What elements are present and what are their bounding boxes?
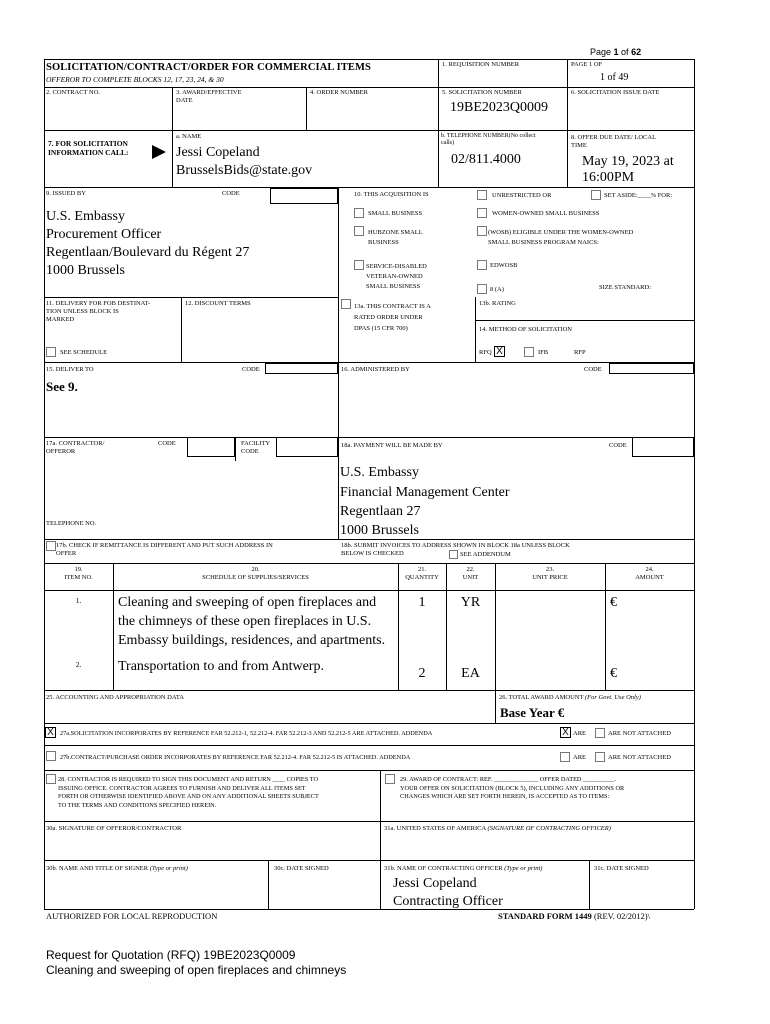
page-counter — [590, 47, 641, 57]
see-schedule-checkbox[interactable] — [46, 347, 56, 357]
header-quantity — [398, 566, 446, 582]
total-award-note: (For Govt. Use Only) — [584, 694, 641, 701]
issued-by-address-2: Procurement Officer — [46, 227, 162, 242]
order-number-label: 4. ORDER NUMBER — [310, 89, 368, 96]
issued-by-address-4: 1000 Brussels — [46, 263, 125, 278]
eight-a-label: 8 (A) — [490, 286, 504, 293]
payment-by-label: 18a. PAYMENT WILL BE MADE BY — [341, 442, 443, 449]
rated-order-checkbox[interactable] — [341, 299, 351, 309]
header-unit-price-num: 23. — [545, 566, 555, 573]
block28-text: 28. CONTRACTOR IS REQUIRED TO SIGN THIS DOCUMENT AND RETURN ____ COPIES TO ISSUING OFFICE. CONTRACTOR AGREES TO FURNISH AND DELIVER ALL ITEMS SET FORTH OR OTHERWISE IDENTIFIED ABOVE AND ON ANY ADDITIONAL SHEETS SUBJECT TO THE TERMS AND CONDITIONS SPECIFIED HEREIN. — [58, 776, 319, 809]
rfq-checkbox[interactable]: X — [494, 346, 505, 357]
rfp-label: RFP — [574, 349, 586, 356]
row-amount: € — [610, 595, 617, 610]
block27a-are-label: ARE — [573, 730, 586, 737]
issued-by-label: 9. ISSUED BY — [46, 190, 86, 197]
row-quantity: 2 — [418, 666, 426, 681]
deliver-to-code-field[interactable] — [265, 363, 338, 374]
contractor-label: 17a. CONTRACTOR/ OFFEROR — [46, 440, 105, 455]
contract-no-label: 2. CONTRACT NO. — [46, 89, 101, 96]
set-aside-checkbox[interactable] — [591, 190, 601, 200]
header-unit-num: 22. — [466, 566, 475, 573]
unrestricted-checkbox[interactable] — [477, 190, 487, 200]
requisition-number-label: 1. REQUISITION NUMBER — [442, 61, 520, 68]
signature-co-note: (SIGNATURE OF CONTRACTING OFFICER) — [487, 825, 611, 832]
contact-name: Jessi Copeland — [176, 145, 260, 160]
header-quantity-num: 21. — [417, 566, 427, 573]
header-item-no-label: ITEM NO. — [64, 574, 93, 581]
payment-code-field[interactable] — [632, 437, 694, 457]
award-date-label: 3. AWARD/EFFECTIVE DATE — [176, 89, 242, 104]
unrestricted-label: UNRESTRICTED OR — [492, 192, 552, 199]
block27b-are-label: ARE — [573, 754, 586, 761]
acquisition-label: 10. THIS ACQUISITION IS — [354, 191, 429, 198]
deliver-to-code-label: CODE — [242, 366, 260, 373]
wosb-eligible-label: (WOSB) ELIGIBLE UNDER THE WOMEN-OWNED SMALL BUSINESS PROGRAM NAICS: — [488, 229, 634, 246]
signer-name-label-text: 30b. NAME AND TITLE OF SIGNER — [46, 865, 149, 872]
row-quantity: 1 — [418, 595, 426, 610]
accounting-data-label: 25. ACCOUNTING AND APPROPRIATION DATA — [46, 694, 184, 701]
wosb-checkbox[interactable] — [477, 208, 487, 218]
row-item-no: 2. — [75, 660, 82, 669]
solicitation-number-label: 5. SOLICITATION NUMBER — [442, 89, 522, 96]
header-schedule-num: 20. — [251, 566, 260, 573]
co-name-label — [384, 865, 542, 873]
administered-by-label: 16. ADMINISTERED BY — [341, 366, 410, 373]
block27a-text: 27a.SOLICITATION INCORPORATES BY REFERENCE FAR 52.212-1, 52.212-4. FAR 52.212-3 AND 52.212-5 ARE ATTACHED. ADDENDA — [60, 730, 433, 737]
header-amount-label: AMOUNT — [635, 574, 664, 581]
row-amount: € — [610, 666, 617, 681]
edwosb-label: EDWOSB — [490, 262, 518, 269]
page-counter-current: 1 — [613, 47, 619, 57]
co-title-value: Contracting Officer — [393, 894, 503, 909]
telephone-no-label: TELEPHONE NO. — [46, 520, 97, 527]
eight-a-checkbox[interactable] — [477, 284, 487, 294]
remittance-label: 17b. CHECK IF REMITTANCE IS DIFFERENT AND PUT SUCH ADDRESS IN OFFER — [56, 542, 273, 557]
block27b-are-not-checkbox[interactable] — [595, 752, 605, 762]
solicitation-info-label: 7. FOR SOLICITATION INFORMATION CALL: — [48, 139, 129, 157]
header-schedule — [113, 566, 398, 582]
contact-email: BrusselsBids@state.gov — [176, 163, 313, 178]
footer-form-rev: (REV. 02/2012)\ — [591, 911, 650, 921]
block27a-are-not-checkbox[interactable] — [595, 728, 605, 738]
deliver-to-value: See 9. — [46, 379, 78, 394]
co-name-label-text: 31b. NAME OF CONTRACTING OFFICER — [384, 865, 503, 872]
sdvosb-checkbox[interactable] — [354, 260, 364, 270]
page-counter-prefix: Page — [590, 47, 614, 57]
footer-form-name: STANDARD FORM 1449 — [498, 911, 592, 921]
header-unit — [446, 566, 495, 582]
block27b-are-not-label: ARE NOT ATTACHED — [608, 754, 671, 761]
wosb-eligible-checkbox[interactable] — [477, 226, 487, 236]
issued-by-code-label: CODE — [222, 190, 240, 197]
contact-name-label: a. NAME — [176, 133, 202, 140]
total-award-label — [499, 694, 641, 702]
row-unit: YR — [460, 595, 481, 610]
header-unit-label: UNIT — [462, 574, 479, 581]
payment-address-1: U.S. Embassy — [340, 465, 419, 480]
issued-by-address-1: U.S. Embassy — [46, 209, 125, 224]
date-signed-co-label: 31c. DATE SIGNED — [594, 865, 649, 872]
see-schedule-label: SEE SCHEDULE — [60, 349, 108, 356]
block27b-are-checkbox[interactable] — [560, 752, 570, 762]
size-standard-label: SIZE STANDARD: — [599, 284, 652, 291]
co-name-value: Jessi Copeland — [393, 876, 477, 891]
submit-invoices-label: 18b. SUBMIT INVOICES TO ADDRESS SHOWN IN BLOCK 18a UNLESS BLOCK BELOW IS CHECKED — [341, 542, 570, 557]
discount-terms-label: 12. DISCOUNT TERMS — [185, 300, 251, 307]
solicitation-number-value: 19BE2023Q0009 — [450, 100, 548, 115]
set-aside-label: SET ASIDE:____% FOR: — [604, 192, 673, 199]
header-amount-num: 24. — [645, 566, 654, 573]
form-subtitle: OFFEROR TO COMPLETE BLOCKS 12, 17, 23, 24, & 30 — [46, 75, 224, 84]
row-description: Transportation to and from Antwerp. — [118, 659, 324, 674]
deliver-to-label: 15. DELIVER TO — [46, 366, 94, 373]
small-business-label: SMALL BUSINESS — [368, 210, 423, 217]
hubzone-label: HUBZONE SMALL BUSINESS — [368, 229, 423, 246]
block27b-checkbox[interactable] — [46, 751, 56, 761]
form-title: SOLICITATION/CONTRACT/ORDER FOR COMMERCIAL ITEMS — [46, 62, 371, 73]
header-unit-price — [495, 566, 605, 582]
telephone-label: b. TELEPHONE NUMBER(No collect calls) — [441, 133, 536, 146]
signer-name-label — [46, 865, 188, 873]
row-description: Cleaning and sweeping of open fireplaces and the chimneys of these open fireplaces in U.S. Embassy buildings, residences, and apartments. — [118, 595, 386, 648]
signature-co-label — [384, 825, 611, 833]
issued-by-code-field[interactable] — [270, 188, 338, 204]
ifb-checkbox[interactable] — [524, 347, 534, 357]
remittance-checkbox[interactable] — [46, 541, 56, 551]
caption-line-2: Cleaning and sweeping of open fireplaces and chimneys — [46, 963, 347, 977]
ifb-label: IFB — [538, 349, 549, 356]
row-unit: EA — [461, 666, 480, 681]
small-business-checkbox[interactable] — [354, 208, 364, 218]
block29-checkbox[interactable] — [385, 774, 395, 784]
see-addendum-checkbox[interactable] — [449, 550, 458, 559]
facility-code-label: FACILITY CODE — [241, 440, 271, 455]
footer-authorized: AUTHORIZED FOR LOCAL REPRODUCTION — [46, 911, 218, 921]
header-schedule-label: SCHEDULE OF SUPPLIES/SERVICES — [202, 574, 309, 581]
contractor-code-field[interactable] — [187, 437, 235, 457]
method-of-solicitation-label: 14. METHOD OF SOLICITATION — [479, 326, 573, 333]
block28-checkbox[interactable] — [46, 774, 56, 784]
delivery-fob-label: 11. DELIVERY FOR FOB DESTINAT- TION UNLESS BLOCK IS MARKED — [46, 300, 151, 323]
payment-address-4: 1000 Brussels — [340, 523, 419, 538]
header-unit-price-label: UNIT PRICE — [532, 574, 568, 581]
footer-form — [498, 912, 650, 921]
co-name-note: (Type or print) — [504, 865, 543, 872]
signer-name-note: (Type or print) — [149, 865, 188, 872]
edwosb-checkbox[interactable] — [477, 260, 487, 270]
payment-code-label: CODE — [609, 442, 627, 449]
administered-by-code-label: CODE — [584, 366, 602, 373]
facility-code-field[interactable] — [276, 437, 338, 457]
rfq-label: RFQ — [479, 349, 492, 356]
signature-offeror-label: 30a. SIGNATURE OF OFFEROR/CONTRACTOR — [46, 825, 182, 832]
administered-by-code-field[interactable] — [609, 363, 694, 374]
date-signed-offeror-label: 30c. DATE SIGNED — [274, 865, 329, 872]
page-counter-mid: of — [618, 47, 632, 57]
block27a-are-not-label: ARE NOT ATTACHED — [608, 730, 671, 737]
arrow-right-icon — [152, 145, 166, 159]
page-counter-total: 62 — [631, 47, 642, 57]
header-quantity-label: QUANTITY — [405, 574, 439, 581]
block27a-are-checkbox[interactable]: X — [560, 727, 571, 738]
total-award-label-text: 26. TOTAL AWARD AMOUNT — [499, 694, 584, 701]
block27b-text: 27b.CONTRACT/PURCHASE ORDER INCORPORATES BY REFERENCE FAR 52.212-4. FAR 52.212-5 IS ATTACHED. ADDENDA — [60, 754, 411, 761]
block27a-checkbox[interactable]: X — [45, 727, 56, 738]
hubzone-checkbox[interactable] — [354, 226, 364, 236]
rated-order-label: 13a. THIS CONTRACT IS A RATED ORDER UNDER DPAS (15 CFR 700) — [354, 303, 431, 332]
total-award-value: Base Year € — [500, 705, 565, 720]
row-item-no: 1. — [75, 596, 82, 605]
see-addendum-label: SEE ADDENDUM — [460, 551, 511, 558]
signature-co-label-text: 31a. UNITED STATES OF AMERICA — [384, 825, 486, 832]
telephone-value: 02/811.4000 — [451, 152, 521, 167]
page-of-label: PAGE 1 OF — [571, 61, 603, 68]
contractor-code-label: CODE — [158, 440, 176, 447]
wosb-label: WOMEN-OWNED SMALL BUSINESS — [492, 210, 600, 217]
header-item-no-num: 19. — [74, 566, 83, 573]
solicitation-issue-date-label: 6. SOLICITATION ISSUE DATE — [571, 89, 660, 96]
offer-due-date-value: May 19, 2023 at 16:00PM — [582, 154, 674, 185]
rating-label: 13b. RATING — [479, 300, 516, 307]
sdvosb-label: SERVICE-DISABLED VETERAN-OWNED SMALL BUSINESS — [366, 263, 427, 290]
header-amount — [605, 566, 694, 582]
issued-by-address-3: Regentlaan/Boulevard du Régent 27 — [46, 245, 250, 260]
payment-address-2: Financial Management Center — [340, 485, 510, 500]
header-item-no — [44, 566, 113, 582]
offer-due-date-label: 8. OFFER DUE DATE/ LOCAL TIME — [571, 134, 657, 149]
block29-text: 29. AWARD OF CONTRACT: REF. ______________ OFFER DATED __________. YOUR OFFER ON SOLICITATION (BLOCK 5), INCLUDING ANY ADDITIONS OR CHANGES WHICH ARE SET FORTH HEREIN, IS ACCEPTED AS TO ITEMS: — [400, 776, 625, 800]
payment-address-3: Regentlaan 27 — [340, 504, 421, 519]
caption-line-1: Request for Quotation (RFQ) 19BE2023Q0009 — [46, 948, 296, 962]
page-of-value: 1 of 49 — [600, 72, 629, 83]
